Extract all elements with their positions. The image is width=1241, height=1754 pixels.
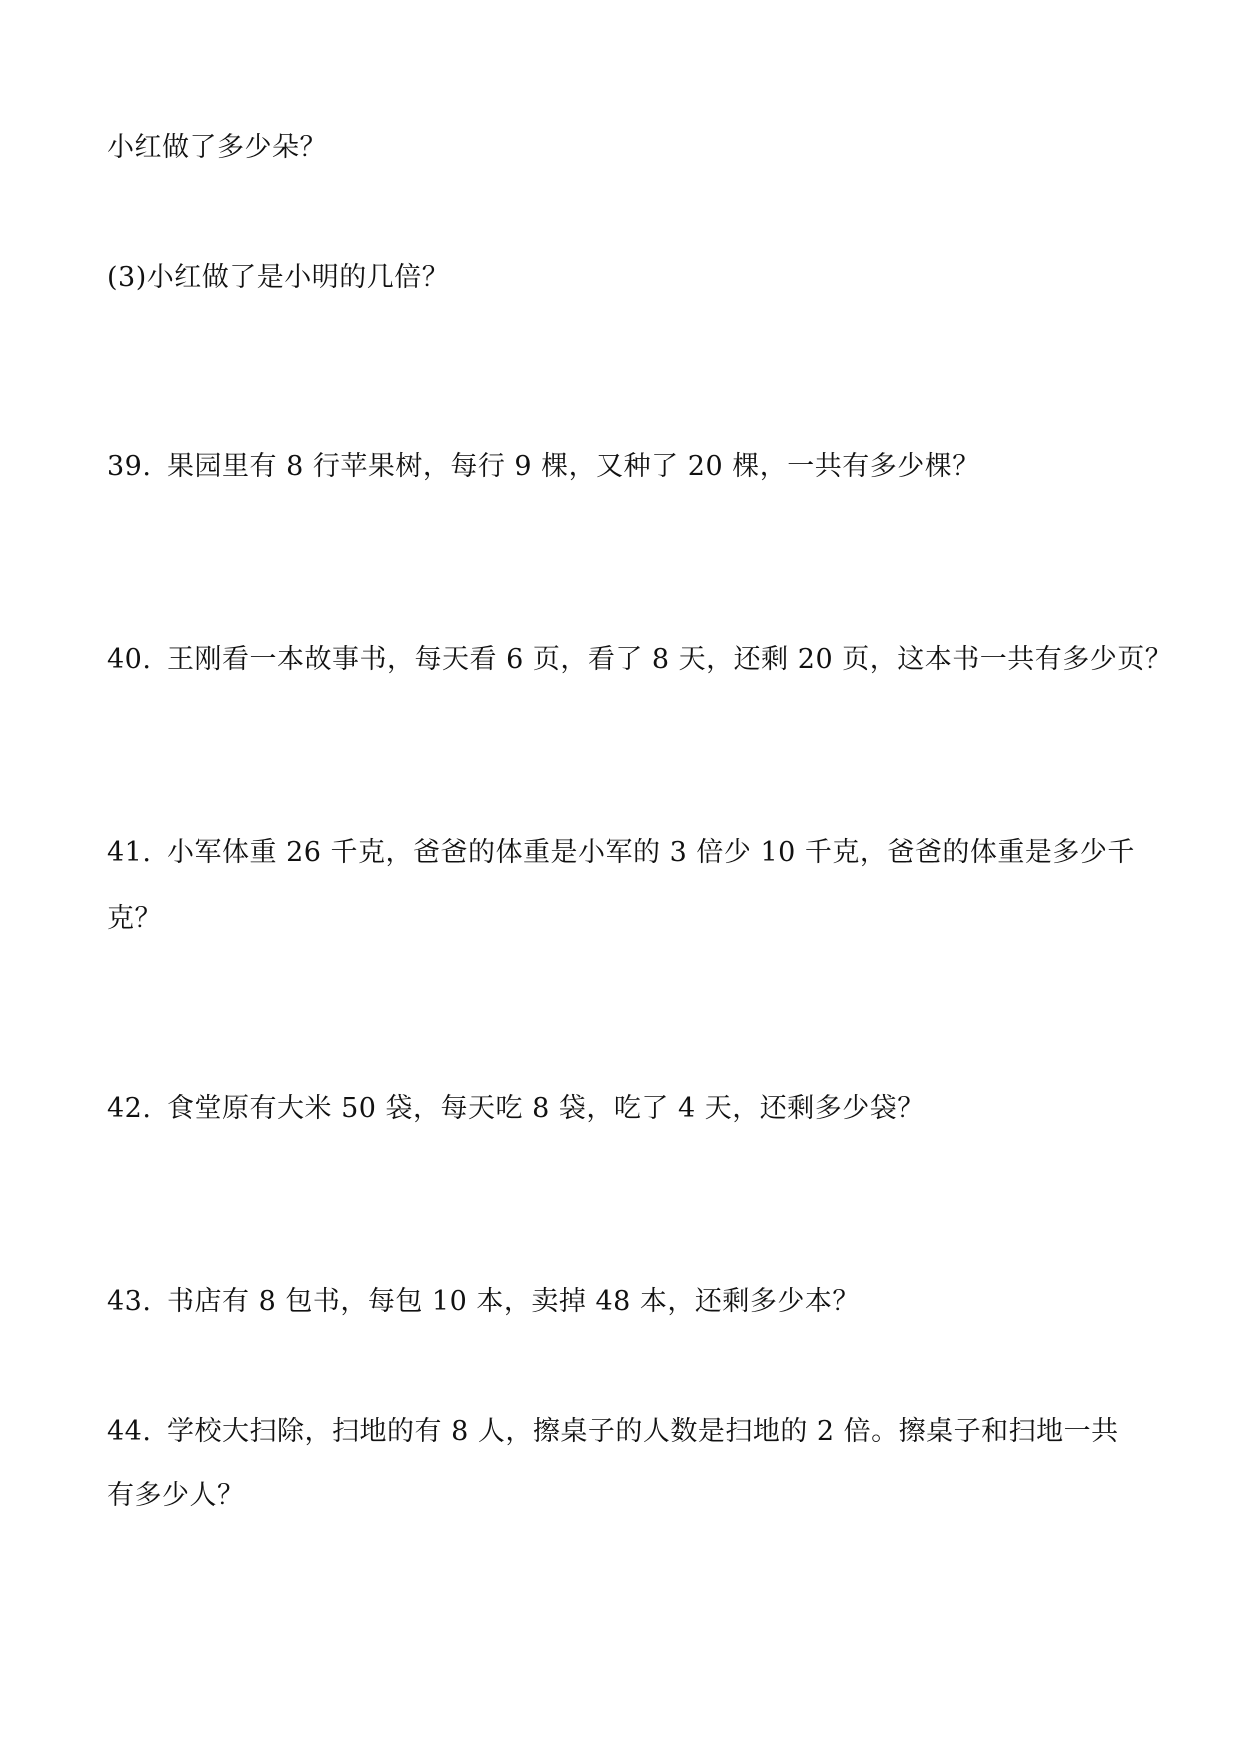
question-44-continuation — [107, 1479, 245, 1513]
question-38-part2-continuation — [107, 131, 327, 165]
question-text: 小军体重 26 千克，爸爸的体重是小军的 3 倍少 10 千克，爸爸的体重是多少千 — [167, 837, 1135, 868]
line-text: 有多少人？ — [107, 1480, 245, 1511]
question-text: 学校大扫除，扫地的有 8 人，擦桌子的人数是扫地的 2 倍。擦桌子和扫地一共 — [167, 1416, 1119, 1447]
question-44 — [107, 1415, 1119, 1449]
question-38-part3 — [107, 261, 449, 295]
question-43 — [107, 1285, 860, 1319]
question-number: 44. — [107, 1416, 152, 1447]
question-41-continuation — [107, 902, 162, 936]
question-number: 39. — [107, 451, 152, 482]
question-text: 王刚看一本故事书，每天看 6 页，看了 8 天，还剩 20 页，这本书一共有多少页？ — [167, 644, 1173, 675]
line-text: 小红做了多少朵？ — [107, 132, 327, 163]
question-text: 果园里有 8 行苹果树，每行 9 棵，又种了 20 棵，一共有多少棵？ — [167, 451, 980, 482]
question-42 — [107, 1092, 925, 1126]
question-number: 42. — [107, 1093, 152, 1124]
question-40 — [107, 643, 1172, 677]
question-text: 书店有 8 包书，每包 10 本，卖掉 48 本，还剩多少本？ — [167, 1286, 860, 1317]
question-41 — [107, 836, 1135, 870]
question-number: 41. — [107, 837, 152, 868]
line-text: 克？ — [107, 903, 162, 934]
question-39 — [107, 450, 980, 484]
question-number: 40. — [107, 644, 152, 675]
question-text: 食堂原有大米 50 袋，每天吃 8 袋，吃了 4 天，还剩多少袋？ — [167, 1093, 925, 1124]
question-number: 43. — [107, 1286, 152, 1317]
line-text: (3)小红做了是小明的几倍？ — [107, 262, 450, 293]
